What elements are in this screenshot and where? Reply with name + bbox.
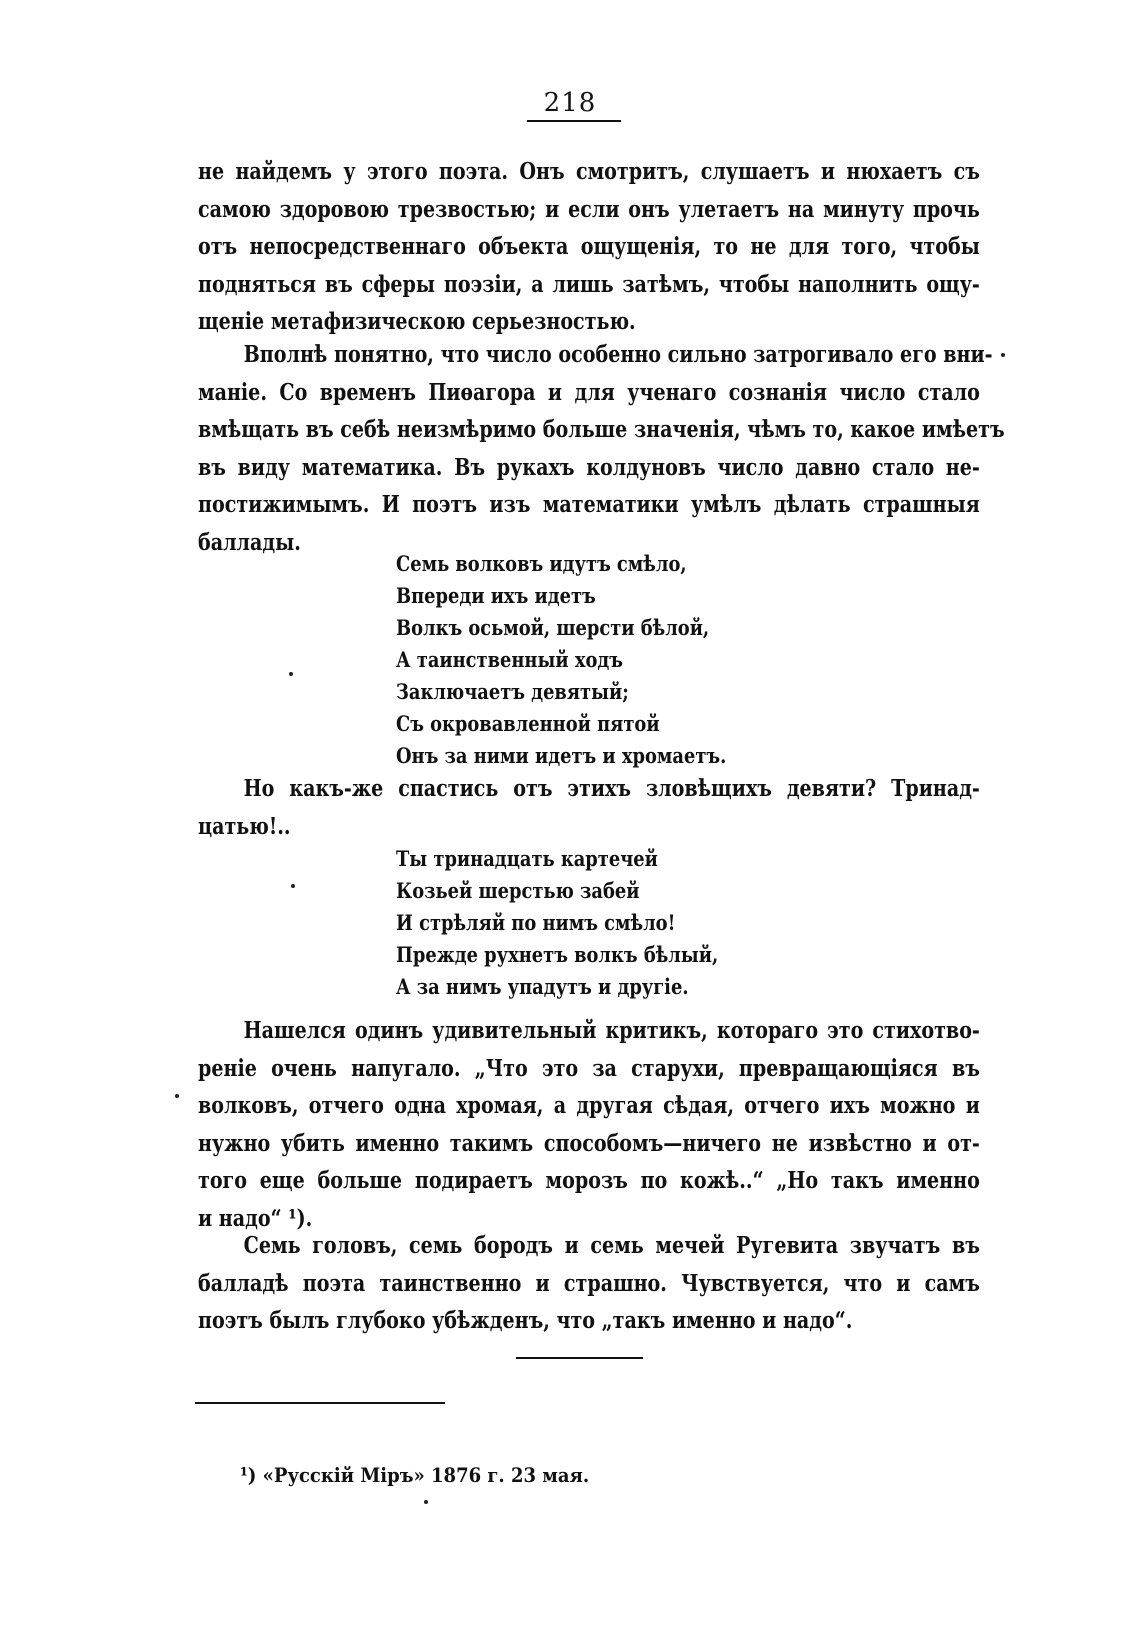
text-line: подняться въ сферы поэзіи, а лишь затѣмъ, чтобы наполнить ощу-: [198, 270, 980, 298]
text-line: Нашелся одинъ удивительный критикъ, котораго это стихотво-: [243, 1017, 980, 1044]
verse-line: Козьей шерстью забей: [396, 878, 640, 903]
footnote: ¹) «Русскій Міръ» 1876 г. 23 мая.: [240, 1463, 590, 1487]
text-line: Семь головъ, семь бородъ и семь мечей Ругевита звучатъ въ: [243, 1232, 980, 1259]
verse-line: Семь волковъ идутъ смѣло,: [396, 551, 687, 576]
text-line: нужно убить именно такимъ способомъ—ничего не извѣстно и от-: [198, 1129, 980, 1157]
text-line: цатью!..: [198, 812, 291, 840]
text-line: поэтъ былъ глубоко убѣжденъ, что „такъ именно и надо“.: [198, 1307, 853, 1334]
text-line: въ виду математика. Въ рукахъ колдуновъ число давно стало не-: [198, 453, 980, 481]
verse-line: А таинственный ходъ: [396, 647, 623, 672]
text-line: маніе. Со временъ Пиѳагора и для ученаго сознанія число стало: [198, 378, 980, 406]
scan-speck: [289, 672, 293, 676]
header-rule: [527, 120, 621, 122]
text-line: Вполнѣ понятно, что число особенно сильно затрогивало его вни-: [243, 341, 993, 368]
scan-speck: [424, 1500, 428, 1504]
verse-1: [396, 548, 726, 772]
paragraph-5: [198, 1227, 980, 1340]
page-number: 218: [543, 88, 597, 118]
scan-speck: [291, 884, 295, 888]
verse-line: Заключаетъ девятый;: [396, 679, 629, 704]
scan-speck: [1001, 353, 1005, 357]
footnote-rule: [195, 1402, 445, 1404]
paragraph-3: [198, 770, 980, 845]
verse-2: [396, 843, 718, 1003]
text-line: самою здоровою трезвостью; и если онъ улетаетъ на минуту прочь: [198, 195, 980, 223]
text-line: баллады.: [198, 528, 301, 556]
text-line: волковъ, отчего одна хромая, а другая сѣдая, отчего ихъ можно и: [198, 1092, 980, 1119]
verse-line: А за нимъ упадутъ и другіе.: [396, 974, 689, 999]
text-line: Но какъ-же спастись отъ этихъ зловѣщихъ девяти? Тринад-: [243, 775, 980, 802]
paragraph-1: [198, 153, 980, 341]
verse-line: Волкъ осьмой, шерсти бѣлой,: [396, 615, 710, 640]
text-line: вмѣщать въ себѣ неизмѣримо больше значенія, чѣмъ то, какое имѣетъ: [198, 416, 1005, 443]
scan-speck: [175, 1094, 179, 1098]
verse-line: Прежде рухнетъ волкъ бѣлый,: [396, 942, 719, 967]
text-line: балладѣ поэта таинственно и страшно. Чувствуется, что и самъ: [198, 1269, 980, 1297]
text-line: того еще больше подираетъ морозъ по кожѣ..“ „Но такъ именно: [198, 1167, 980, 1194]
verse-line: Впереди ихъ идетъ: [396, 583, 596, 608]
section-end-rule: [516, 1357, 643, 1359]
text-line: и надо“ ¹).: [198, 1204, 313, 1232]
text-line: реніе очень напугало. „Что это за старухи, превращающіяся въ: [198, 1054, 980, 1082]
text-line: не найдемъ у этого поэта. Онъ смотритъ, слушаетъ и нюхаетъ съ: [198, 158, 980, 185]
verse-line: Онъ за ними идетъ и хромаетъ.: [396, 743, 727, 768]
text-line: щеніе метафизическою серьезностью.: [198, 308, 636, 335]
verse-line: И стрѣляй по нимъ смѣло!: [396, 910, 676, 935]
text-line: отъ непосредственнаго объекта ощущенія, то не для того, чтобы: [198, 233, 980, 260]
text-line: постижимымъ. И поэтъ изъ математики умѣлъ дѣлать страшныя: [198, 491, 980, 518]
paragraph-2: [198, 336, 1005, 561]
verse-line: Ты тринадцать картечей: [396, 846, 658, 871]
verse-line: Съ окровавленной пятой: [396, 711, 660, 736]
paragraph-4: [198, 1012, 980, 1237]
